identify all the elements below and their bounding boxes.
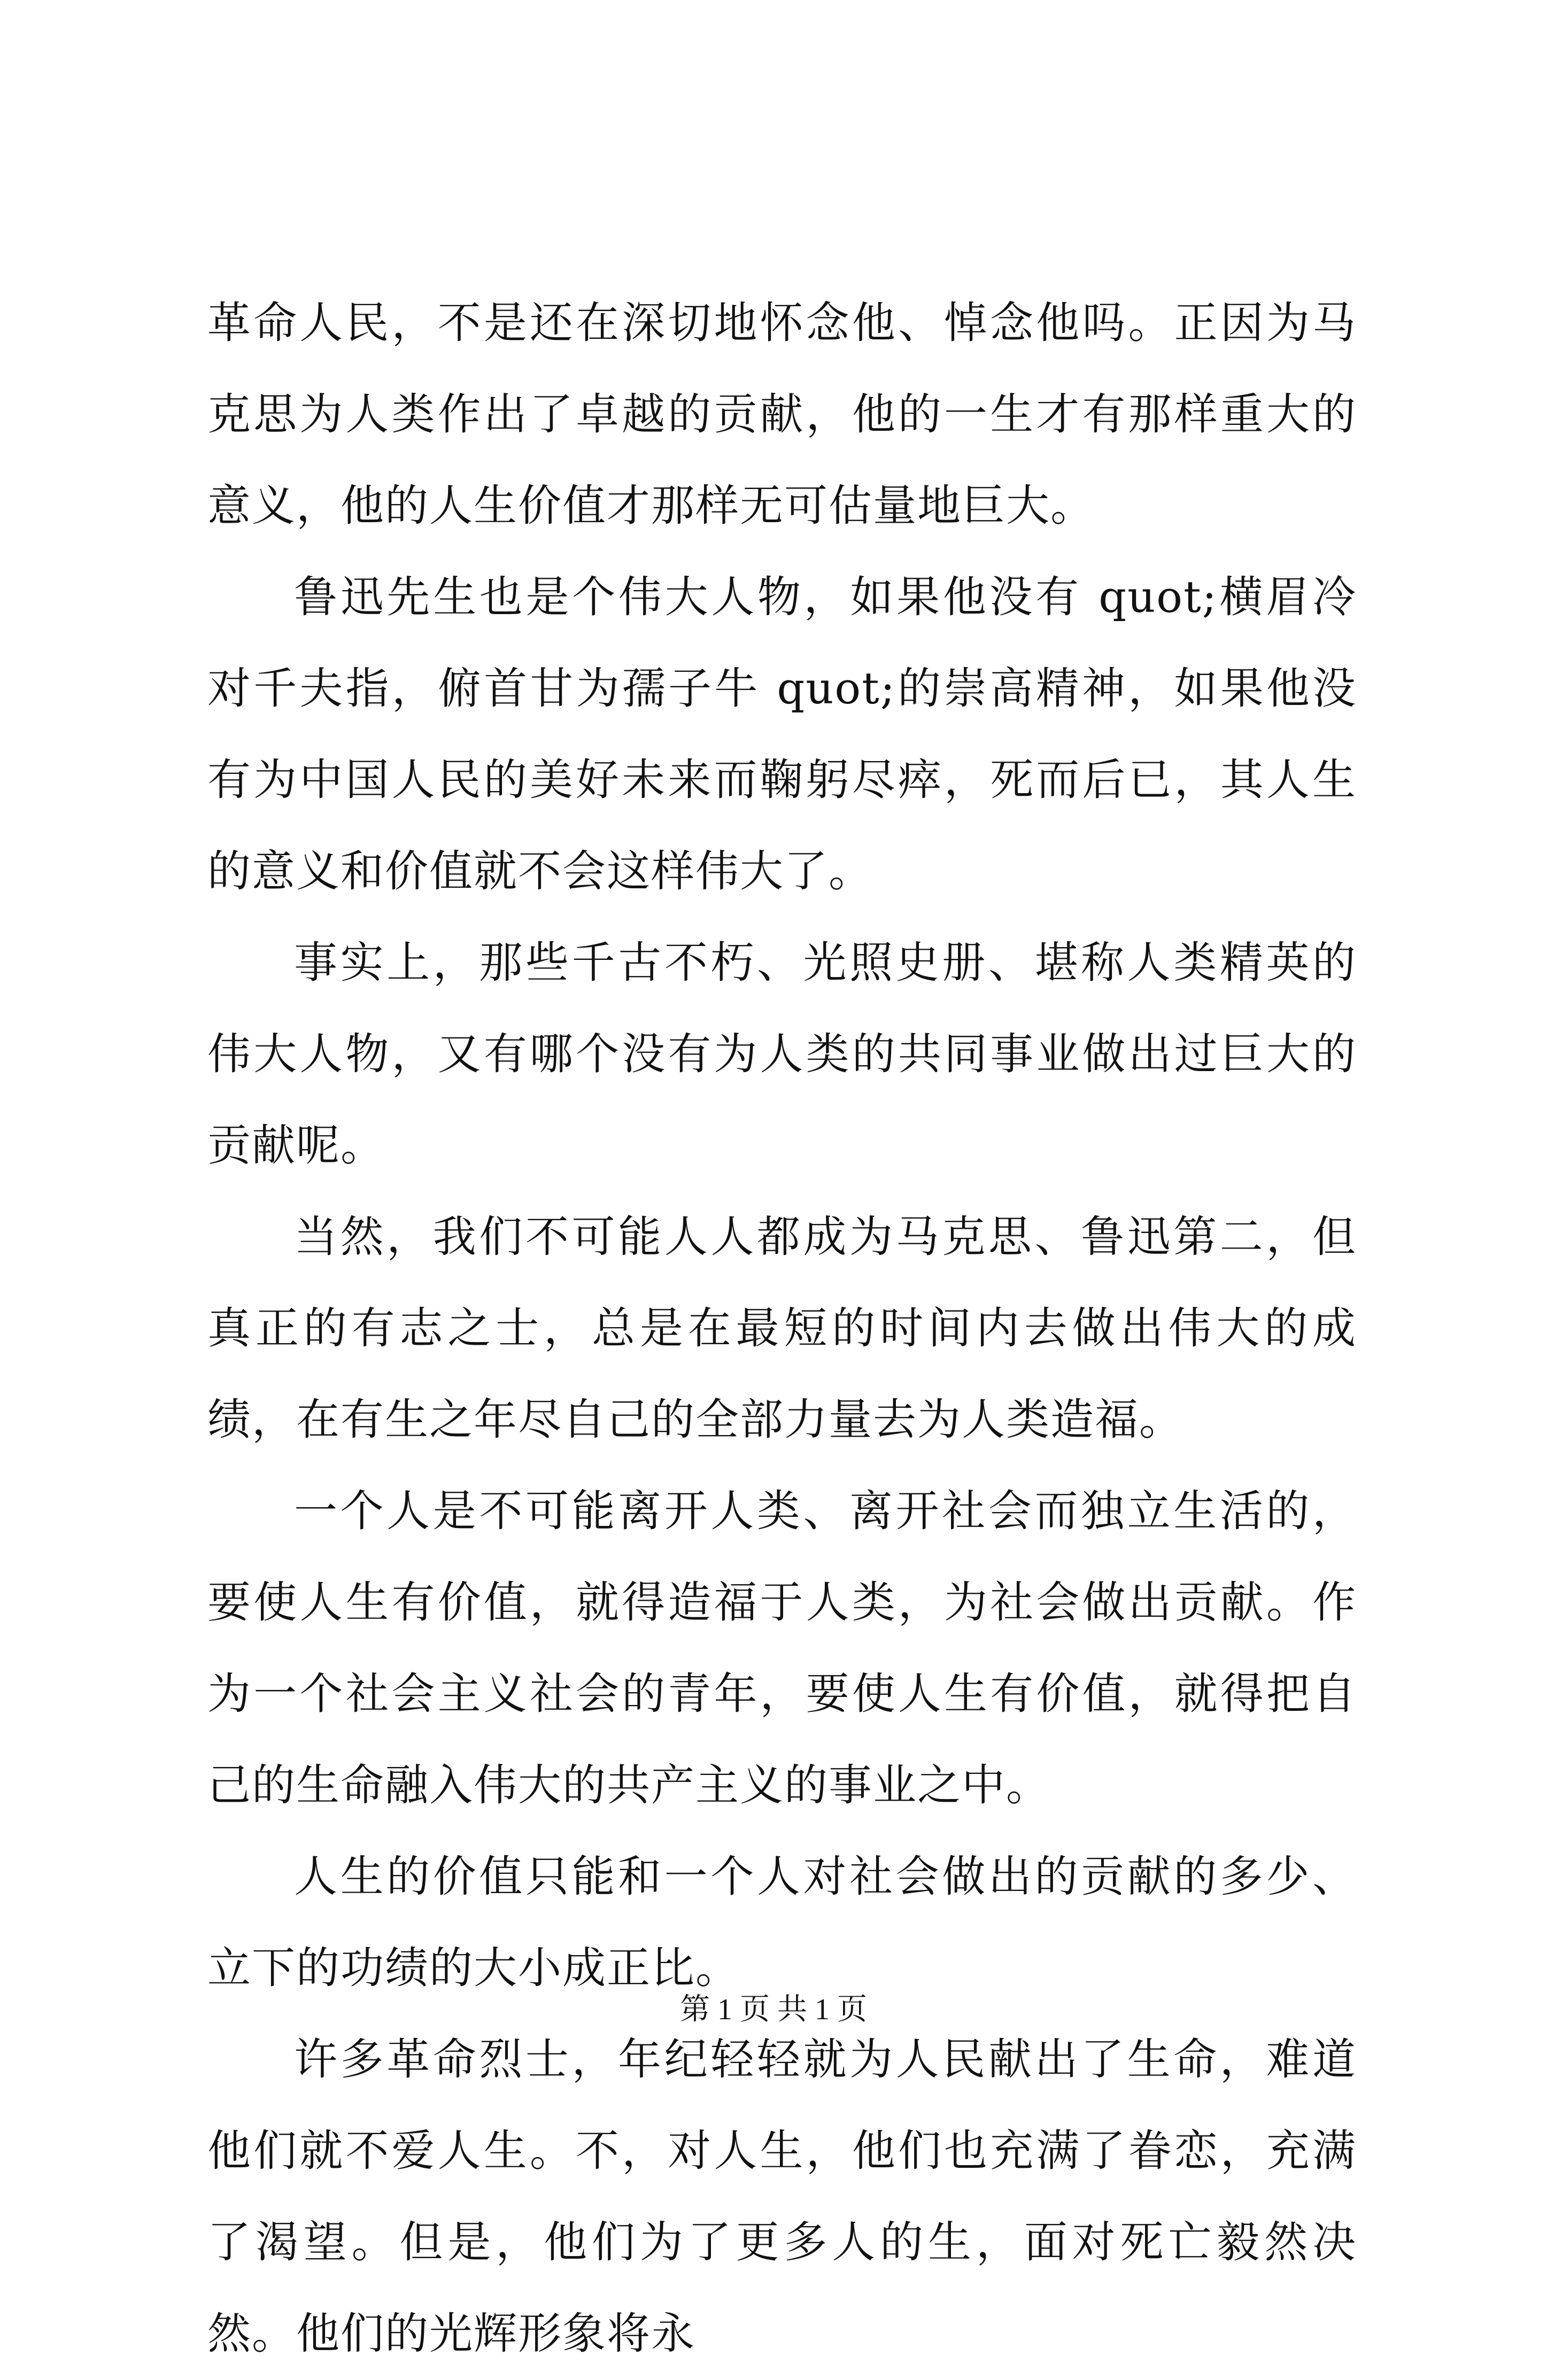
document-body — [207, 278, 1357, 2380]
paragraph-5: 一个人是不可能离开人类、离开社会而独立生活的，要使人生有价值，就得造福于人类，为社会做出贡献。作为一个社会主义社会的青年，要使人生有价值，就得把自己的生命融入伟大的共产主义的事业之中。 — [207, 1486, 1357, 1811]
page-footer: 第 1 页 共 1 页 — [680, 1993, 867, 2026]
paragraph-6: 人生的价值只能和一个人对社会做出的贡献的多少、立下的功绩的大小成正比。 — [207, 1852, 1357, 1994]
paragraph-1: 革命人民，不是还在深切地怀念他、悼念他吗。正因为马克思为人类作出了卓越的贡献，他的一生才有那样重大的意义，他的人生价值才那样无可估量地巨大。 — [207, 298, 1357, 531]
paragraph-7: 许多革命烈士，年纪轻轻就为人民献出了生命，难道他们就不爱人生。不，对人生，他们也充满了眷恋，充满了渴望。但是，他们为了更多人的生，面对死亡毅然决然。他们的光辉形象将永 — [207, 2035, 1357, 2359]
paragraph-2: 鲁迅先生也是个伟大人物，如果他没有 quot;横眉冷对千夫指，俯首甘为孺子牛 quot;的崇高精神，如果他没有为中国人民的美好未来而鞠躬尽瘁，死而后已，其人生的意义和价值就不会这样伟大了。 — [207, 572, 1357, 897]
paragraph-3: 事实上，那些千古不朽、光照史册、堪称人类精英的伟大人物，又有哪个没有为人类的共同事业做出过巨大的贡献呢。 — [207, 938, 1357, 1171]
paragraph-4: 当然，我们不可能人人都成为马克思、鲁迅第二，但真正的有志之士，总是在最短的时间内去做出伟大的成绩，在有生之年尽自己的全部力量去为人类造福。 — [207, 1212, 1357, 1445]
